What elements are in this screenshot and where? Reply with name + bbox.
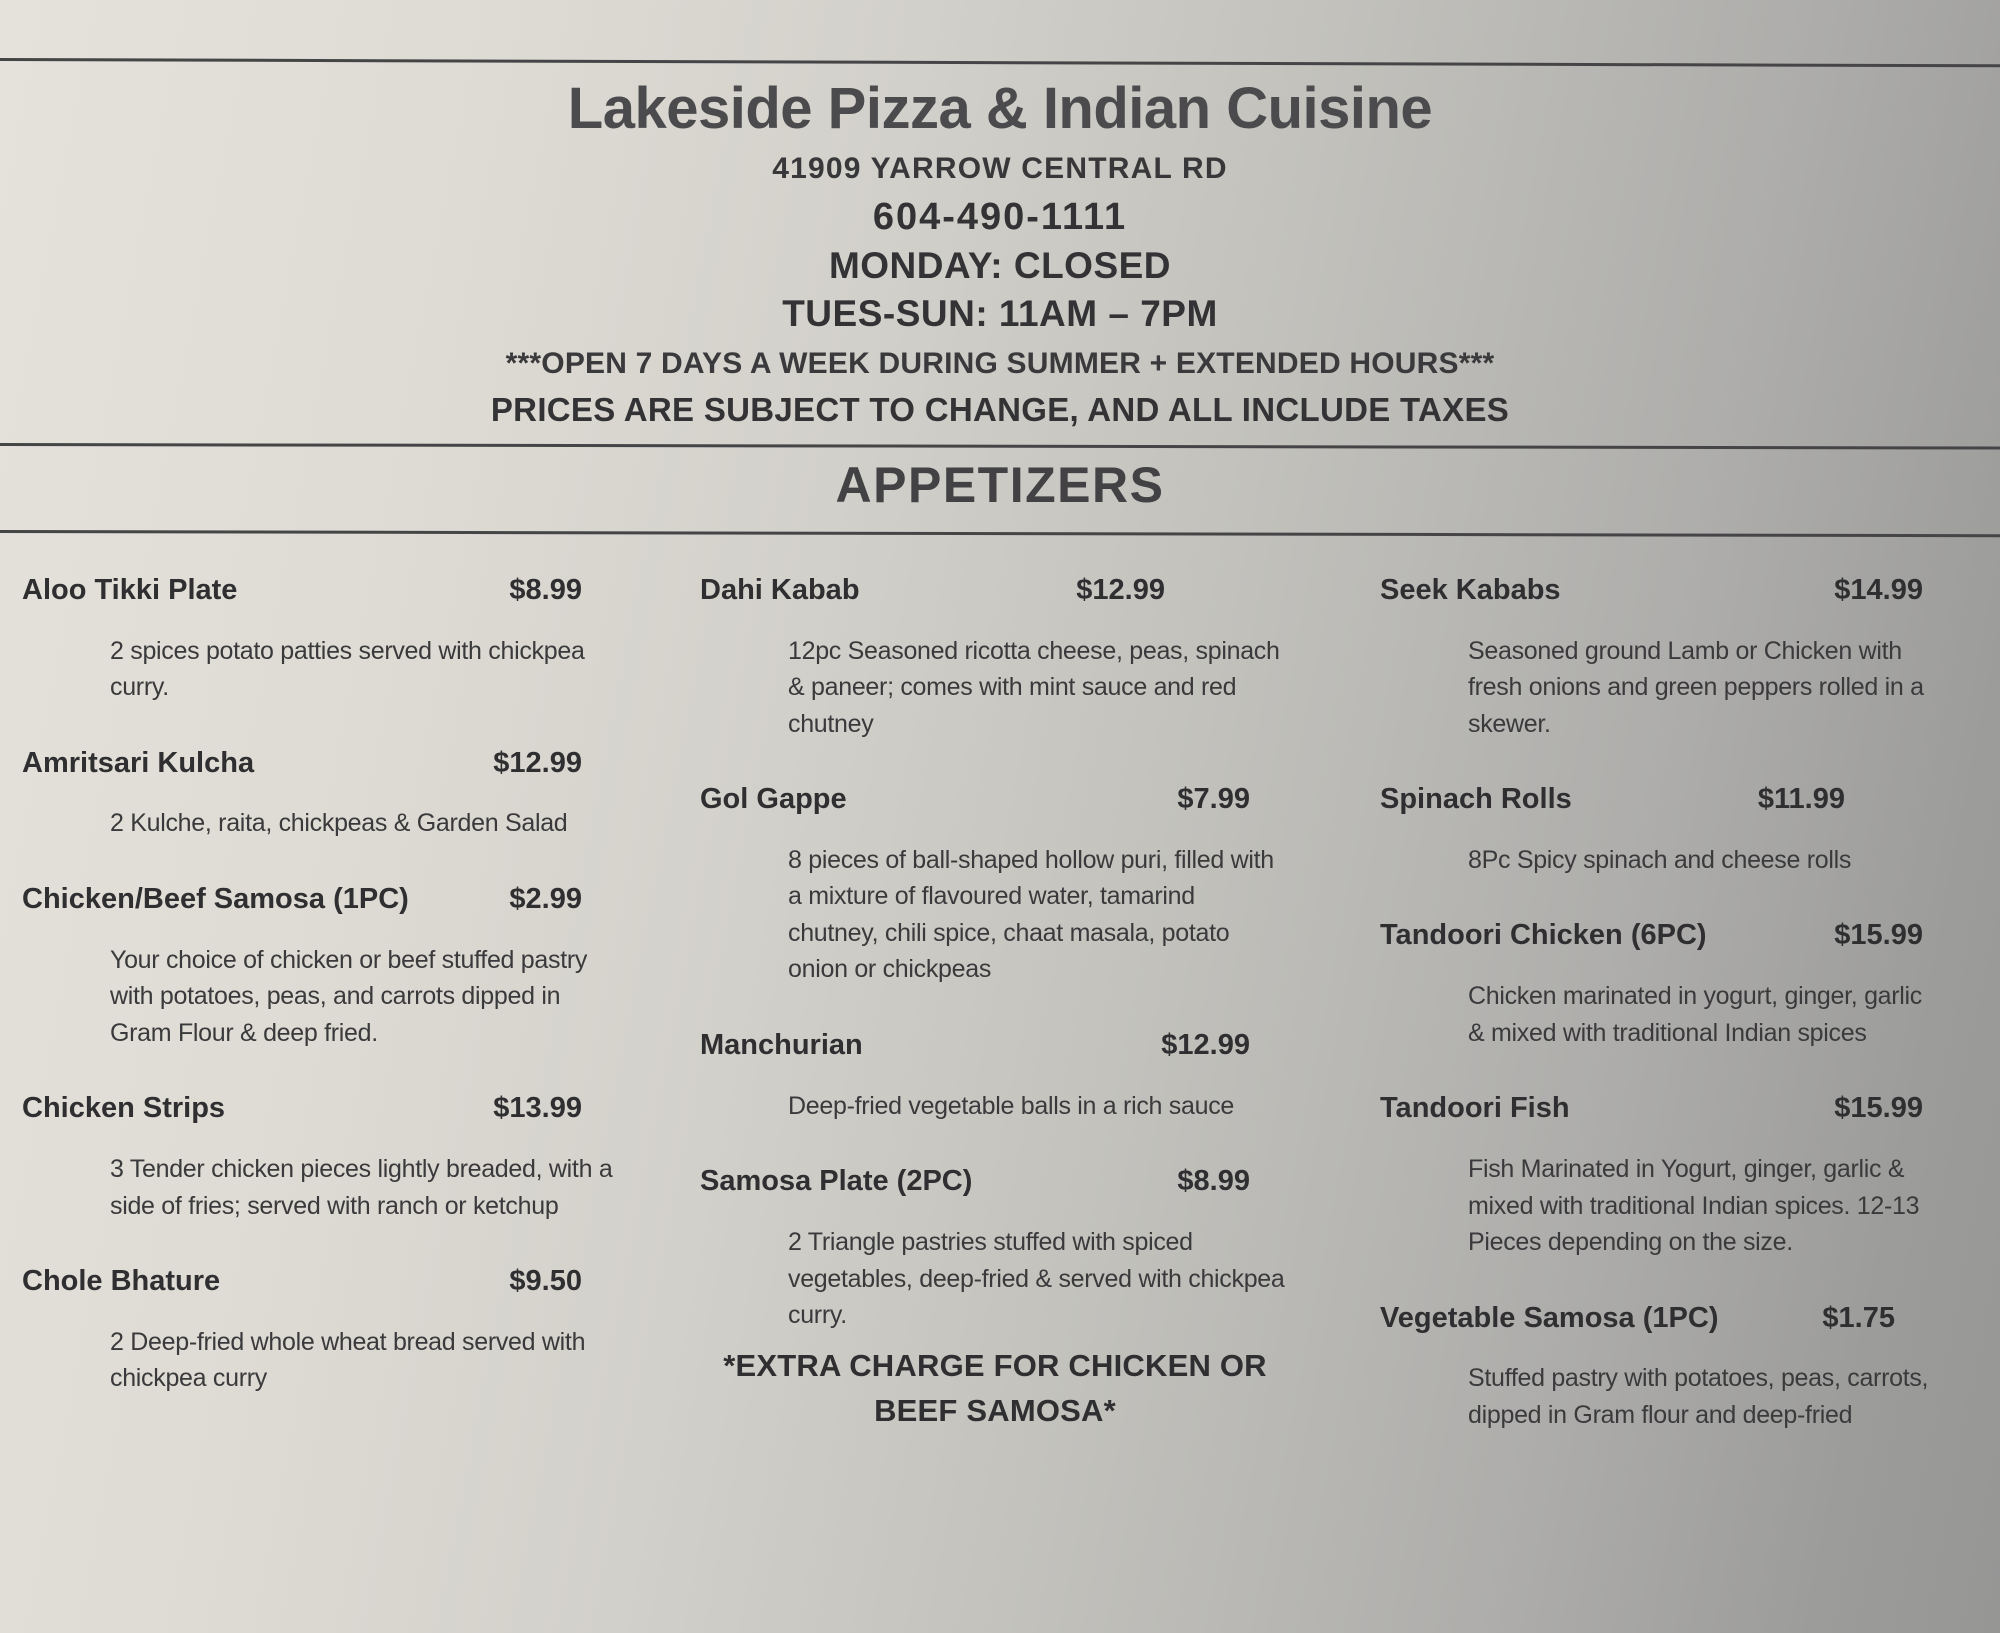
item-description: Chicken marinated in yogurt, ginger, garlic & mixed with traditional Indian spices (1468, 982, 1923, 1047)
item-description: Stuffed pastry with potatoes, peas, carrots, dipped in Gram flour and deep-fried (1468, 1364, 1929, 1429)
item-price: $9.50 (509, 1265, 582, 1298)
item-description: 2 spices potato patties served with chickpea curry. (110, 636, 585, 702)
item-description: Your choice of chicken or beef stuffed pastry with potatoes, peas, and carrots dipped in Gram Flour & deep fried. (110, 945, 588, 1047)
menu-item-gol-gappe (700, 782, 1290, 817)
item-description: 8Pc Spicy spinach and cheese rolls (1468, 845, 1852, 874)
address-line: 41909 YARROW CENTRAL RD (772, 151, 1228, 185)
extra-charge-note-line1: *EXTRA CHARGE FOR CHICKEN OR (723, 1347, 1267, 1383)
extra-charge-note-line2: BEEF SAMOSA* (874, 1392, 1116, 1428)
section-title-appetizers: APPETIZERS (835, 456, 1165, 513)
menu-columns (0, 533, 2000, 1473)
menu-item-seek-kababs (1380, 573, 1935, 608)
item-name: Vegetable Samosa (1PC) (1380, 1301, 1719, 1334)
item-name: Seek Kababs (1380, 573, 1561, 606)
item-description: 8 pieces of ball-shaped hollow puri, filled with a mixture of flavoured water, tamarind chutney, chili spice, chaat masala, potato onion or chickpeas (788, 845, 1274, 984)
restaurant-name: Lakeside Pizza & Indian Cuisine (567, 76, 1433, 141)
item-price: $12.99 (1161, 1028, 1250, 1061)
header-divider-line (0, 443, 2000, 449)
menu-item-aloo-tikki-plate (22, 573, 622, 608)
menu-item-spinach-rolls (1380, 782, 1935, 817)
menu-column-middle (700, 573, 1290, 1434)
item-description: 2 Deep-fried whole wheat bread served with chickpea curry (110, 1327, 586, 1393)
menu-item-chole-bhature (22, 1264, 622, 1299)
hours-week-line: TUES-SUN: 11AM – 7PM (782, 292, 1218, 334)
menu-item-amritsari-kulcha (22, 746, 622, 781)
item-price: $12.99 (493, 746, 582, 779)
item-price: $2.99 (509, 882, 582, 915)
menu-item-dahi-kabab (700, 573, 1290, 608)
item-price: $14.99 (1834, 573, 1923, 606)
item-name: Spinach Rolls (1380, 783, 1572, 816)
summer-hours-note: ***OPEN 7 DAYS A WEEK DURING SUMMER + EXTENDED HOURS*** (505, 346, 1495, 380)
item-name: Gol Gappe (700, 783, 847, 816)
item-name: Samosa Plate (2PC) (700, 1165, 973, 1198)
item-description: 12pc Seasoned ricotta cheese, peas, spinach & paneer; comes with mint sauce and red chutney (788, 636, 1280, 738)
item-name: Dahi Kabab (700, 573, 860, 606)
item-name: Chole Bhature (22, 1265, 221, 1298)
menu-item-tandoori-chicken (1380, 918, 1935, 953)
item-name: Amritsari Kulcha (22, 746, 255, 779)
menu-item-vegetable-samosa (1380, 1301, 1935, 1336)
menu-column-left (22, 573, 622, 1437)
item-price: $15.99 (1834, 1092, 1923, 1125)
item-name: Aloo Tikki Plate (22, 573, 238, 606)
item-price: $13.99 (493, 1092, 582, 1125)
item-name: Tandoori Fish (1380, 1092, 1570, 1125)
item-price: $1.75 (1822, 1301, 1895, 1334)
menu-item-chicken-strips (22, 1091, 622, 1126)
item-name: Chicken/Beef Samosa (1PC) (22, 882, 409, 915)
menu-page (0, 58, 2000, 1633)
item-price: $8.99 (509, 573, 582, 606)
menu-column-right (1380, 573, 1935, 1473)
item-price: $11.99 (1757, 783, 1845, 816)
price-disclaimer: PRICES ARE SUBJECT TO CHANGE, AND ALL INCLUDE TAXES (490, 390, 1510, 428)
item-description: 3 Tender chicken pieces lightly breaded, with a side of fries; served with ranch or ketchup (110, 1155, 613, 1220)
item-description: 2 Kulche, raita, chickpeas & Garden Salad (110, 809, 568, 838)
hours-monday-line: MONDAY: CLOSED (828, 244, 1172, 286)
item-name: Manchurian (700, 1028, 863, 1061)
menu-item-samosa-plate (700, 1164, 1290, 1199)
menu-header (0, 61, 2000, 429)
menu-item-manchurian (700, 1028, 1290, 1063)
item-description: 2 Triangle pastries stuffed with spiced vegetables, deep-fried & served with chickpea curry. (788, 1228, 1285, 1330)
item-description: Seasoned ground Lamb or Chicken with fresh onions and green peppers rolled in a skewer. (1468, 636, 1924, 738)
item-price: $15.99 (1834, 919, 1923, 952)
phone-line: 604-490-1111 (872, 195, 1128, 238)
item-name: Chicken Strips (22, 1092, 226, 1125)
extra-charge-note (700, 1344, 1290, 1434)
item-name: Tandoori Chicken (6PC) (1380, 919, 1707, 952)
menu-item-tandoori-fish (1380, 1091, 1935, 1126)
menu-item-chicken-beef-samosa (22, 882, 622, 917)
item-price: $7.99 (1177, 783, 1250, 816)
item-description: Fish Marinated in Yogurt, ginger, garlic & mixed with traditional Indian spices. 12-13 Pieces depending on the size. (1468, 1155, 1920, 1257)
item-price: $12.99 (1076, 573, 1165, 606)
item-price: $8.99 (1177, 1165, 1250, 1198)
item-description: Deep-fried vegetable balls in a rich sauce (788, 1091, 1234, 1120)
